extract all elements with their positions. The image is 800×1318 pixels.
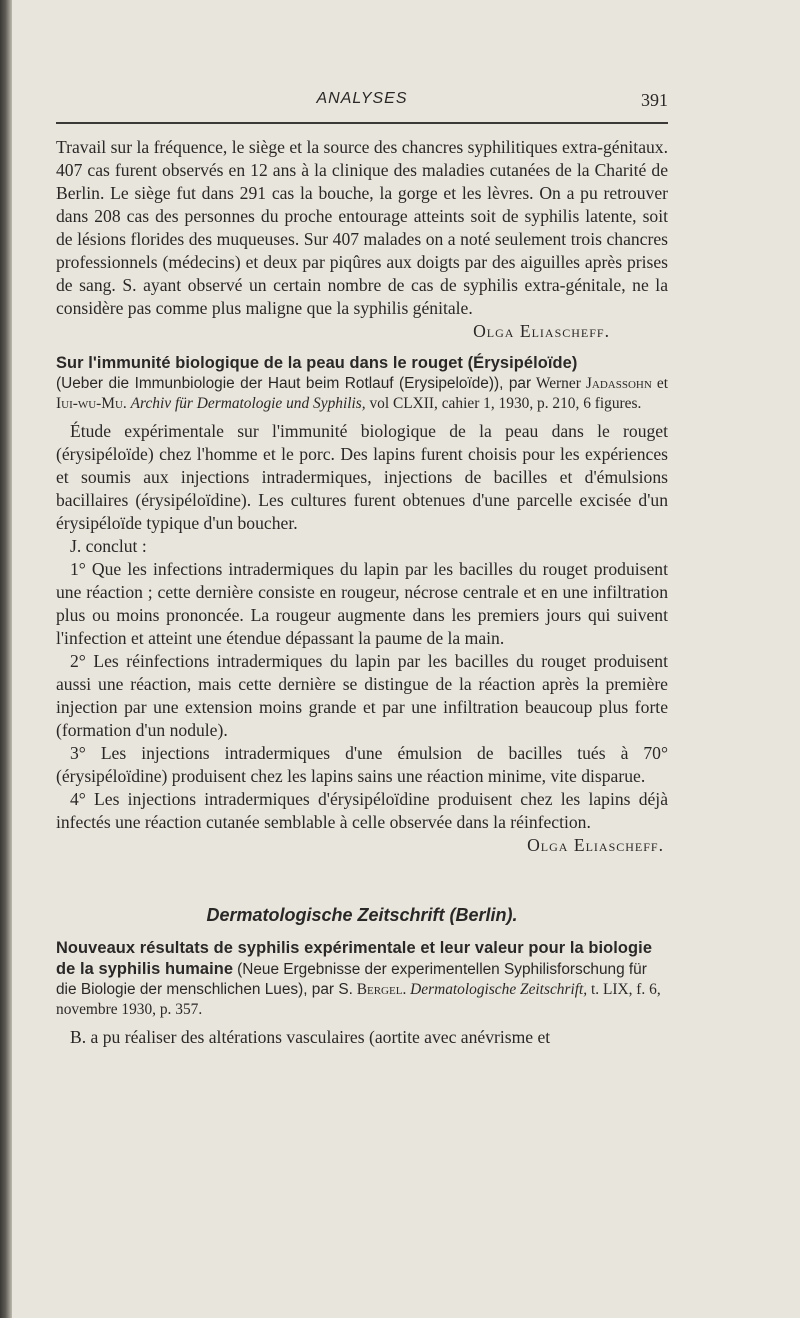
second-article-journal: Archiv für Dermatologie und Syphilis,	[130, 395, 366, 412]
second-article-signature-row	[56, 834, 668, 857]
header-rule	[56, 122, 668, 124]
second-article-paragraph: 4° Les injections intradermiques d'érysipéloïdine produisent chez les lapins déjà infectés une réaction cutanée semblable à celle observée dans la réinfection.	[56, 789, 668, 832]
third-article-author: Bergel.	[356, 981, 407, 998]
first-article-signature: Olga Eliascheff.	[473, 321, 610, 341]
second-article-author-2: Iui-wu-Mu.	[56, 395, 127, 412]
third-article-german-title: (Neue Ergebnisse der experimentellen Syphilisforschung für die Biologie der menschlichen Lues), par S.	[56, 961, 647, 998]
third-article-title: Nouveaux résultats de syphilis expérimentale et leur valeur pour la biologie de la syphilis humaine	[56, 939, 653, 978]
running-title: ANALYSES	[316, 90, 408, 107]
third-article-journal: Dermatologische Zeitschrift,	[410, 981, 588, 998]
second-article-paragraph: Étude expérimentale sur l'immunité biologique de la peau dans le rouget (érysipéloïde) chez l'homme et le porc. Des lapins furent choisis pour les expériences et soumis aux injections intradermiques, injections de bacilles et d'émulsions bacillaires (érysipéloïdine). Les cultures furent obtenues d'une parcelle excisée d'un érysipéloïde typique d'un boucher.	[56, 421, 668, 533]
second-article-paragraph: 3° Les injections intradermiques d'une émulsion de bacilles tués à 70° (érysipéloïdine) produisent chez les lapins sains une réaction minime, vite disparue.	[56, 743, 668, 786]
second-article-paragraph: 2° Les réinfections intradermiques du lapin par les bacilles du rouget produisent aussi une réaction, mais cette dernière se distingue de la réaction après la première injection par une extension moins grande et par une infiltration beaucoup plus forte (formation d'un nodule).	[56, 651, 668, 740]
second-article-signature: Olga Eliascheff.	[527, 835, 664, 855]
third-article-paragraph: B. a pu réaliser des altérations vasculaires (aortite avec anévrisme et	[70, 1027, 551, 1047]
second-article-author-1: Jadassohn	[585, 375, 652, 392]
second-article-author-prefix: Werner	[535, 375, 581, 392]
first-article-signature-row	[56, 320, 668, 343]
second-article-paragraph: 1° Que les infections intradermiques du lapin par les bacilles du rouget produisent une réaction ; cette dernière consiste en rougeur, nécrose centrale et en une infiltration plus ou moins prononcée. La rougeur augmente dans les premiers jours qui suivent l'infection et atteint une étendue dépassant la paume de la main.	[56, 559, 668, 648]
second-article-details: vol CLXII, cahier 1, 1930, p. 210, 6 figures.	[369, 395, 642, 412]
journal-section-heading: Dermatologische Zeitschrift (Berlin).	[206, 905, 518, 925]
second-article-title: Sur l'immunité biologique de la peau dans le rouget (Érysipéloïde)	[56, 354, 578, 372]
second-article-paragraph: J. conclut :	[70, 536, 147, 556]
second-article-german-title: (Ueber die Immunbiologie der Haut beim Rotlauf (Erysipeloïde)), par	[56, 375, 532, 392]
third-article-details: t. LIX, f. 6, novembre 1930, p. 357.	[56, 981, 661, 1018]
page-content	[56, 136, 668, 1049]
running-header	[56, 88, 668, 114]
book-spine-shadow	[0, 0, 12, 1318]
page-number: 391	[641, 90, 668, 110]
document-page	[56, 0, 668, 1318]
first-article-text: Travail sur la fréquence, le siège et la source des chancres syphilitiques extra-génitaux. 407 cas furent observés en 12 ans à la clinique des maladies cutanées de la Charité de Berlin. Le siège fut dans 291 cas la bouche, la gorge et les lèvres. On a pu retrouver dans 208 cas des personnes du proche entourage atteints soit de syphilis latente, soit de lésions florides des muqueuses. Sur 407 malades on a noté seulement trois chancres professionnels (médecins) et deux par piqûres aux doigts par des aiguilles après prises de sang. S. ayant observé un certain nombre de cas de syphilis extra-génitale, ne la considère pas comme plus maligne que la syphilis génitale.	[56, 137, 668, 318]
second-article-reference	[56, 374, 668, 414]
second-article-and: et	[656, 375, 668, 392]
